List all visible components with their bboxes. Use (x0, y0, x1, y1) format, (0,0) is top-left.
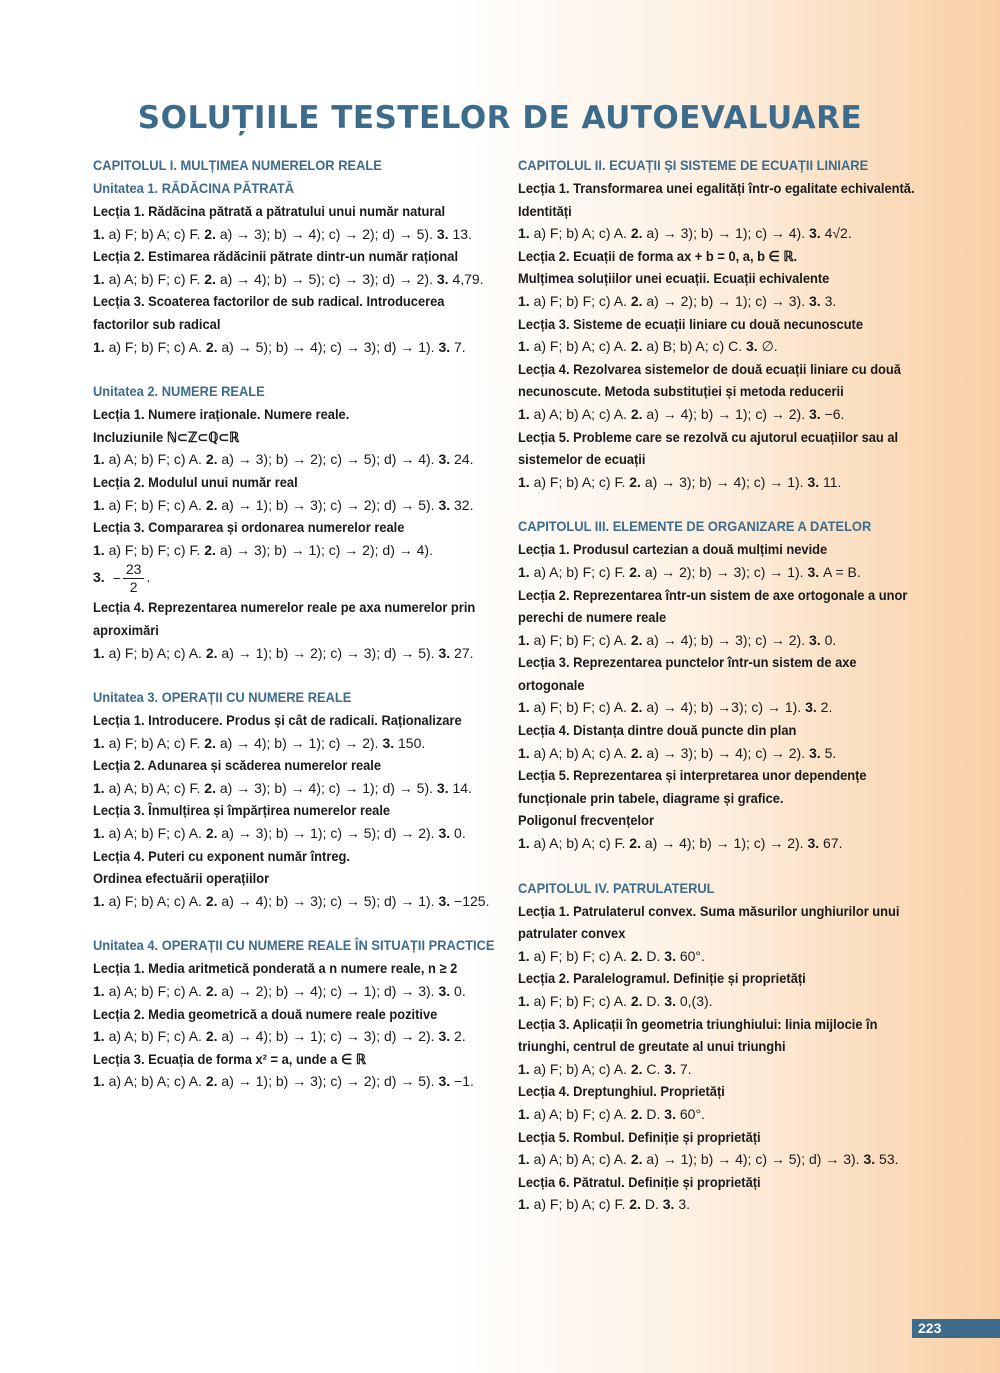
chapter-heading: CAPITOLUL III. ELEMENTE DE ORGANIZARE A DATELOR (518, 518, 872, 535)
lesson-heading: Lecția 1. Transformarea unei egalități într-o egalitate echivalentă. Identități (518, 180, 915, 219)
lesson-heading: Lecția 5. Reprezentarea și interpretarea unor dependențe funcționale prin tabele, diagrame și grafice. (518, 767, 867, 806)
lesson-heading: Lecția 4. Dreptunghiul. Proprietăți (518, 1083, 725, 1100)
answer-line: 1. a) A; b) A; c) A. 2. a) → 3); b) → 4); c) → 2). 3. 5. (518, 744, 837, 761)
answer-line: 1. a) F; b) A; c) A. 2. C. 3. 7. (518, 1060, 692, 1077)
lesson-heading: Lecția 2. Paralelogramul. Definiție și proprietăți (518, 970, 806, 987)
answer-line: 1. a) F; b) A; c) F. 2. a) → 3); b) → 4); c) → 1). 3. 11. (518, 473, 842, 490)
answer-line: 1. a) A; b) F; c) A. 2. a) → 3); b) → 1); c) → 5); d) → 2). 3. 0. (93, 825, 466, 842)
page-number: 223 (912, 1319, 1000, 1338)
item-number: 3. (93, 569, 105, 586)
answer-line: 1. a) F; b) A; c) A. 2. a) → 4); b) → 3); c) → 5); d) → 1). 3. −125. (93, 892, 490, 909)
answer-line: 1. a) F; b) A; c) A. 2. a) → 1); b) → 2); c) → 3); d) → 5). 3. 27. (93, 644, 474, 661)
answer-line: 1. a) F; b) A; c) F. 2. a) → 4); b) → 1); c) → 2). 3. 150. (93, 734, 426, 751)
lesson-heading: Lecția 2. Estimarea rădăcinii pătrate dintr-un număr rațional (93, 248, 459, 265)
answer-line: 1. a) F; b) F; c) A. 2. a) → 4); b) → 3); c) → 2). 3. 0. (518, 631, 837, 648)
lesson-heading: Lecția 5. Rombul. Definiție și proprietăți (518, 1128, 761, 1145)
lesson-heading: Lecția 2. Reprezentarea într-un sistem de axe ortogonale a unor perechi de numere reale (518, 586, 908, 626)
answer-line: 1. a) A; b) F; c) A. 2. a) → 4); b) → 1); c) → 3); d) → 2). 3. 2. (93, 1028, 466, 1045)
lesson-heading: Lecția 2. Media geometrică a două numere reale pozitive (93, 1005, 438, 1022)
lesson-heading: Poligonul frecvențelor (518, 812, 654, 829)
answer-line: 1. a) F; b) F; c) A. 2. a) → 1); b) → 3); c) → 2); d) → 5). 3. 32. (93, 496, 474, 513)
fraction-denominator: 2 (129, 579, 138, 596)
lesson-heading: Lecția 3. Reprezentarea punctelor într-un sistem de axe ortogonale (518, 654, 857, 693)
answer-line: 1. a) A; b) F; c) A. 2. a) → 3); b) → 2); c) → 5); d) → 4). 3. 24. (93, 451, 474, 468)
lesson-heading: Lecția 3. Aplicații în geometria triunghiului: linia mijlocie în triunghi, centrul de greutate al unui triunghi (518, 1015, 878, 1055)
lesson-heading: Incluziunile ℕ⊂ℤ⊂ℚ⊂ℝ (93, 428, 240, 445)
unit-heading: Unitatea 2. NUMERE REALE (93, 383, 265, 400)
lesson-heading: Lecția 1. Introducere. Produs și cât de radicali. Raționalizare (93, 712, 462, 729)
lesson-heading: Lecția 4. Reprezentarea numerelor reale pe axa numerelor prin aproximări (93, 599, 476, 638)
lesson-heading: Lecția 1. Patrulaterul convex. Suma măsurilor unghiurilor unui patrulater convex (518, 902, 900, 942)
lesson-heading: Mulțimea soluțiilor unei ecuații. Ecuații echivalente (518, 270, 830, 287)
answer-line: 1. a) A; b) A; c) A. 2. a) → 1); b) → 4); c) → 5); d) → 3). 3. 53. (518, 1151, 899, 1168)
lesson-heading: Lecția 4. Distanța dintre două puncte din plan (518, 722, 797, 739)
answer-line: 1. a) A; b) A; c) A. 2. a) → 4); b) → 1); c) → 2). 3. −6. (518, 405, 845, 422)
answer-line: 1. a) F; b) A; c) F. 2. a) → 3); b) → 4); c) → 2); d) → 5). 3. 13. (93, 225, 472, 242)
answer-line: 1. a) A; b) F; c) F. 2. a) → 4); b) → 5); c) → 3); d) → 2). 3. 4,79. (93, 270, 484, 287)
lesson-heading: Lecția 3. Înmulțirea și împărțirea numerelor reale (93, 802, 391, 819)
section-spacer (518, 493, 918, 515)
answer-line: 1. a) A; b) F; c) F. 2. a) → 2); b) → 3); c) → 1). 3. A = B. (518, 563, 861, 580)
answer-line: 1. a) F; b) A; c) A. 2. a) → 3); b) → 1); c) → 4). 3. 4√2. (518, 225, 852, 242)
fraction-numerator: 23 (123, 561, 145, 579)
answer-line: 1. a) F; b) F; c) A. 2. a) → 5); b) → 4); c) → 3); d) → 1). 3. 7. (93, 338, 466, 355)
fraction-sign: − (112, 569, 121, 586)
answer-line: 1. a) F; b) F; c) F. 2. a) → 3); b) → 1); c) → 2); d) → 4). (93, 541, 433, 558)
unit-heading: Unitatea 1. RĂDĂCINA PĂTRATĂ (93, 180, 295, 196)
section-spacer (93, 912, 493, 934)
lesson-heading: Lecția 3. Sisteme de ecuații liniare cu două necunoscute (518, 315, 864, 332)
lesson-heading: Lecția 2. Modulul unui număr real (93, 473, 298, 490)
page-title: SOLUȚIILE TESTELOR DE AUTOEVALUARE (137, 100, 863, 136)
lesson-heading: Ordinea efectuării operațiilor (93, 870, 270, 887)
answer-line: 1. a) F; b) F; c) A. 2. D. 3. 60°. (518, 947, 705, 964)
answer-line: 1. a) A; b) F; c) A. 2. a) → 2); b) → 4); c) → 1); d) → 3). 3. 0. (93, 983, 466, 1000)
answer-line: 1. a) A; b) F; c) A. 2. D. 3. 60°. (518, 1105, 705, 1122)
lesson-heading: Lecția 4. Rezolvarea sistemelor de două ecuații liniare cu două necunoscute. Metoda substituției și metoda reducerii (518, 360, 901, 400)
lesson-heading: Lecția 2. Ecuații de forma ax + b = 0, a, b ∈ ℝ. (518, 247, 798, 264)
chapter-heading: CAPITOLUL IV. PATRULATERUL (518, 879, 715, 896)
answer-fraction (93, 561, 493, 596)
answer-line: 1. a) F; b) A; c) F. 2. D. 3. 3. (518, 1196, 690, 1213)
lesson-heading: Lecția 3. Scoaterea factorilor de sub radical. Introducerea factorilor sub radical (93, 293, 445, 332)
lesson-heading: Lecția 3. Compararea și ordonarea numerelor reale (93, 519, 405, 536)
section-spacer (518, 855, 918, 877)
fraction-suffix: . (146, 569, 151, 586)
section-spacer (93, 664, 493, 686)
unit-heading: Unitatea 3. OPERAȚII CU NUMERE REALE (93, 689, 352, 706)
lesson-heading: Lecția 2. Adunarea și scăderea numerelor reale (93, 757, 382, 774)
answer-line: 1. a) A; b) A; c) A. 2. a) → 1); b) → 3); c) → 2); d) → 5). 3. −1. (93, 1073, 474, 1090)
lesson-heading: Lecția 3. Ecuația de forma x² = a, unde a ∈ ℝ (93, 1050, 367, 1067)
right-column (518, 154, 918, 1216)
chapter-heading: CAPITOLUL II. ECUAȚII ȘI SISTEME DE ECUAȚII LINIARE (518, 157, 869, 173)
lesson-heading: Lecția 1. Rădăcina pătrată a pătratului unui număr natural (93, 203, 446, 219)
chapter-heading: CAPITOLUL I. MULȚIMEA NUMERELOR REALE (93, 157, 382, 173)
answer-line: 1. a) F; b) A; c) A. 2. a) B; b) A; c) C. 3. ∅. (518, 338, 778, 355)
lesson-heading: Lecția 5. Probleme care se rezolvă cu ajutorul ecuațiilor sau al sistemelor de ecuații (518, 428, 899, 468)
section-spacer (93, 358, 493, 380)
answer-line: 1. a) A; b) A; c) F. 2. a) → 4); b) → 1); c) → 2). 3. 67. (518, 835, 843, 852)
answer-line: 1. a) F; b) F; c) A. 2. a) → 4); b) →3); c) → 1). 3. 2. (518, 699, 833, 716)
lesson-heading: Lecția 1. Numere iraționale. Numere reale. (93, 406, 350, 423)
answer-line: 1. a) A; b) A; c) F. 2. a) → 3); b) → 4); c) → 1); d) → 5). 3. 14. (93, 779, 472, 796)
lesson-heading: Lecția 1. Produsul cartezian a două mulțimi nevide (518, 541, 828, 558)
lesson-heading: Lecția 1. Media aritmetică ponderată a n numere reale, n ≥ 2 (93, 960, 458, 977)
answer-line: 1. a) F; b) F; c) A. 2. D. 3. 0,(3). (518, 993, 713, 1009)
lesson-heading: Lecția 6. Pătratul. Definiție și proprietăți (518, 1173, 761, 1190)
lesson-heading: Lecția 4. Puteri cu exponent număr întreg. (93, 847, 350, 864)
left-column (93, 154, 493, 1093)
answer-line: 1. a) F; b) F; c) A. 2. a) → 2); b) → 1); c) → 3). 3. 3. (518, 292, 837, 309)
fraction (123, 561, 145, 596)
unit-heading: Unitatea 4. OPERAȚII CU NUMERE REALE ÎN SITUAȚII PRACTICE (93, 937, 495, 954)
